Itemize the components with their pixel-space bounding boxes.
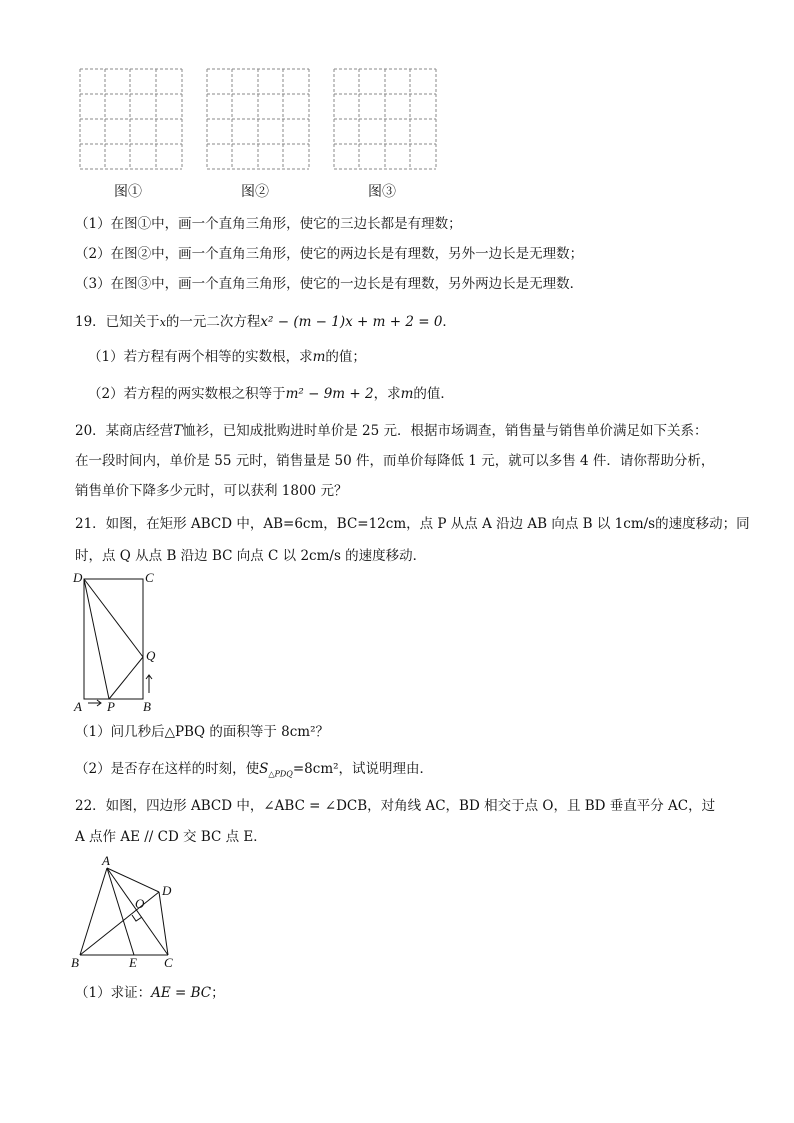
q22-line1: 22．如图，四边形 ABCD 中，∠ABC = ∠DCB，对角线 AC，BD 相交于点 O，且 BD 垂直平分 AC，过 xyxy=(75,798,716,814)
label-d: D xyxy=(73,570,83,585)
label-a: A xyxy=(74,699,82,714)
grid-3 xyxy=(334,69,436,169)
label-e: E xyxy=(129,955,137,970)
grid-caption-1: 图① xyxy=(114,184,142,200)
segment-ab xyxy=(80,868,107,955)
q18-part2: （2）在图②中，画一个直角三角形，使它的两边长是有理数，另外一边长是无理数； xyxy=(75,246,584,262)
q21-line2: 时，点 Q 从点 B 沿边 BC 向点 C 以 2cm/s 的速度移动． xyxy=(75,548,427,564)
segment-ad xyxy=(107,868,159,892)
segment-bd xyxy=(80,892,159,955)
q20-line1: 20．某商店经营T恤衫，已知成批购进时单价是 25 元．根据市场调查，销售量与销售单价满足如下关系： xyxy=(75,423,708,439)
rectangle-abcd xyxy=(84,579,143,699)
rectangle-figure xyxy=(60,565,180,715)
q20-line2: 在一段时间内，单价是 55 元时，销售量是 50 件，而单价每降低 1 元，就可以多售 4 件．请你帮助分析， xyxy=(75,453,715,469)
q18-part3: （3）在图③中，画一个直角三角形，使它的一边长是有理数，另外两边长是无理数． xyxy=(75,276,584,292)
quadrilateral-figure xyxy=(60,850,200,975)
label-o: O xyxy=(135,896,145,911)
grid-2 xyxy=(207,69,309,169)
q19-part2: （2）若方程的两实数根之积等于m² − 9m + 2，求m的值． xyxy=(88,386,454,402)
q19-stem: 19．已知关于x的一元二次方程x² − (m − 1)x + m + 2 = 0． xyxy=(75,314,456,330)
segment-dq xyxy=(84,579,143,657)
label-a: A xyxy=(102,853,110,868)
grid-1 xyxy=(80,69,182,169)
label-c: C xyxy=(164,955,173,970)
label-b: B xyxy=(71,955,79,970)
label-q: Q xyxy=(146,648,156,663)
label-b: B xyxy=(143,699,151,714)
segment-pq xyxy=(109,657,143,699)
q21-part2: （2）是否存在这样的时刻，使$S_{\triangle PDQ}=8cm^2$，试说明理由． xyxy=(75,761,434,779)
label-c: C xyxy=(145,570,154,585)
q22-line2: A 点作 AE // CD 交 BC 点 E． xyxy=(75,829,267,845)
q19-part1: （1）若方程有两个相等的实数根，求m的值； xyxy=(88,349,366,365)
q18-part1: （1）在图①中，画一个直角三角形，使它的三边长都是有理数； xyxy=(75,216,462,232)
q20-line3: 销售单价下降多少元时，可以获利 1800 元？ xyxy=(75,483,348,499)
label-p: P xyxy=(107,699,115,714)
grid-figures xyxy=(0,0,794,210)
segment-ac xyxy=(107,868,168,955)
segment-ae xyxy=(107,868,134,955)
grid-caption-2: 图② xyxy=(241,184,269,200)
q21-part1: （1）问几秒后△PBQ 的面积等于 8cm²？ xyxy=(75,724,329,740)
segment-dp xyxy=(84,579,109,699)
label-d: D xyxy=(162,883,172,898)
segment-cd xyxy=(159,892,168,955)
grid-caption-3: 图③ xyxy=(368,184,396,200)
q22-part1: （1）求证：AE = BC； xyxy=(75,985,225,1001)
q21-line1: 21．如图，在矩形 ABCD 中，AB=6cm，BC=12cm，点 P 从点 A 沿边 AB 向点 B 以 1cm/s的速度移动；同 xyxy=(75,516,750,532)
